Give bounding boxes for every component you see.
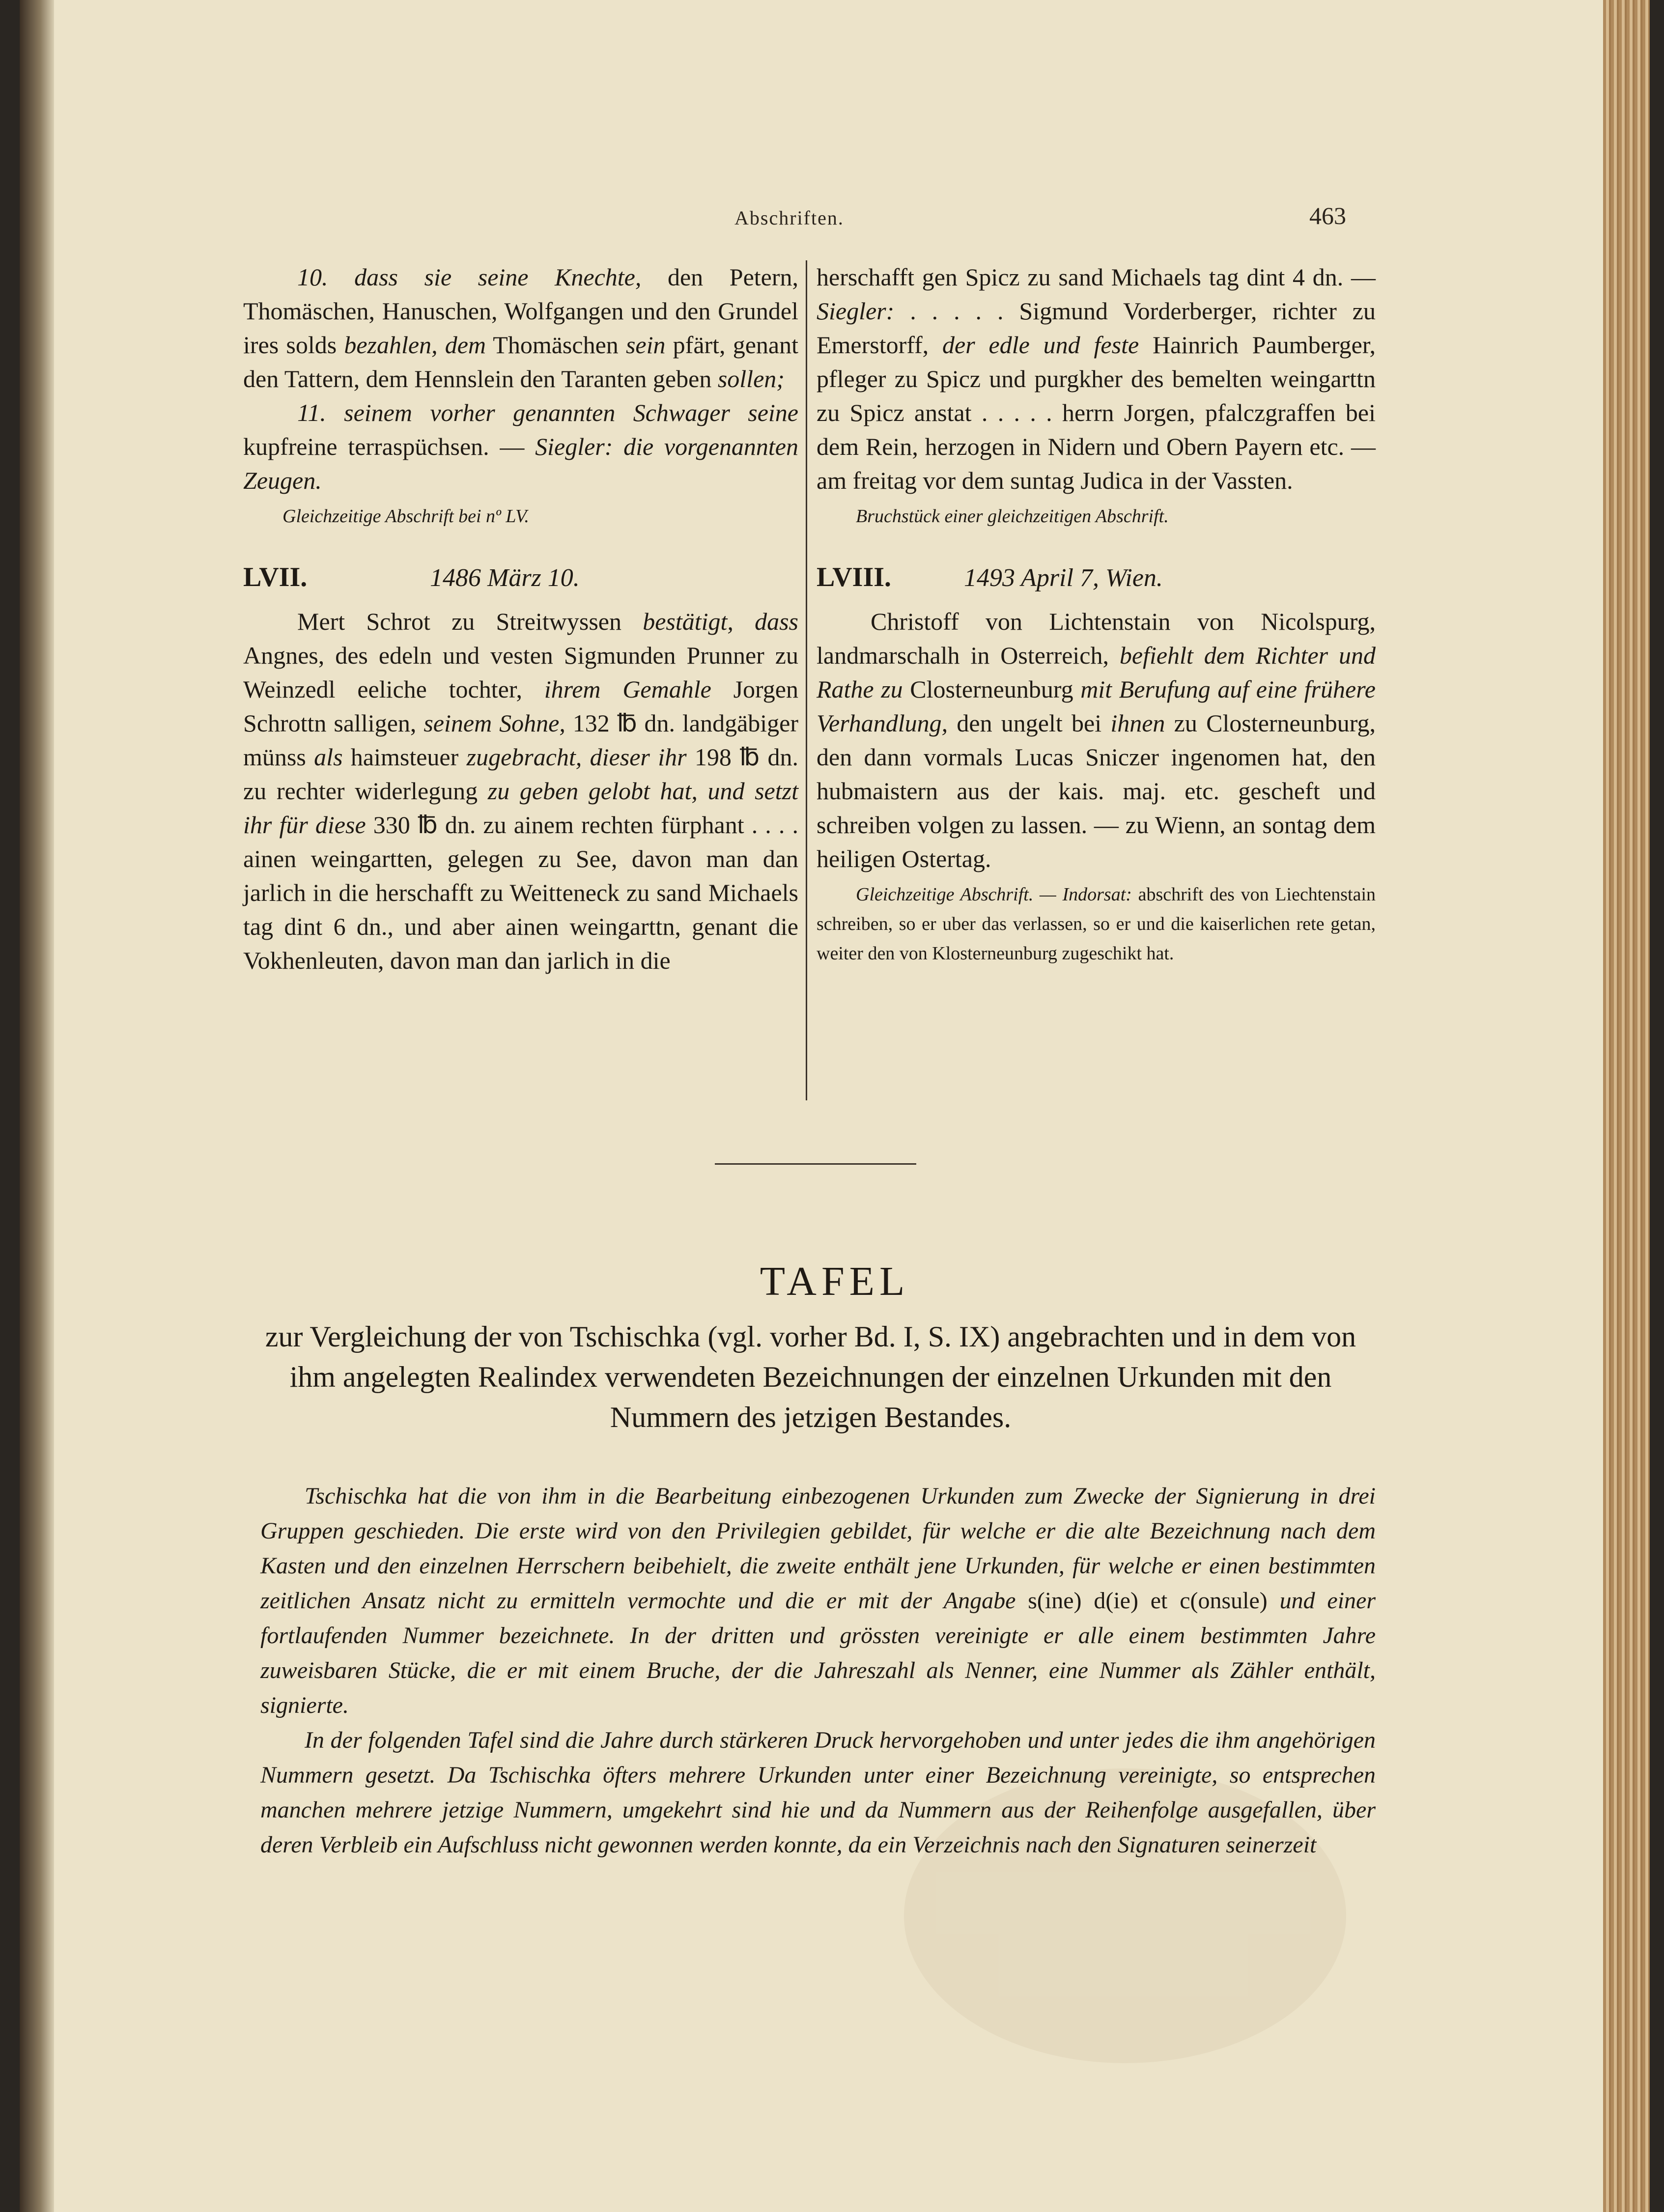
book-binding-shadow [20, 0, 54, 2212]
document-date: 1486 März 10. [430, 564, 580, 592]
section-subtitle: zur Vergleichung der von Tschischka (vgl. vorher Bd. I, S. IX) angebrachten und in dem von ihm angelegten Realindex verwendeten Bezeichnungen der einzelnen Urkunden mit den Nummern des jetzigen Bestandes. [265, 1320, 1356, 1433]
item-10: 10. dass sie seine Knechte, den Petern, Thomäschen, Hanuschen, Wolfgangen und den Grundel ires solds bezahlen, dem Thomäschen sein pfärt, genant den Tattern, dem Hennslein den Taranten geben sollen; [243, 263, 798, 392]
document-heading-lvii [243, 560, 798, 595]
document-number: LVIII. [817, 562, 892, 592]
document-number: LVII. [243, 562, 308, 592]
source-note: Gleichzeitige Abschrift bei nº LV. [282, 506, 529, 527]
left-column [243, 260, 798, 978]
section-separator [715, 1163, 916, 1165]
document-text-lvi-end: herschafft gen Spicz zu sand Michaels tag dint 4 dn. — Siegler: . . . . . Sigmund Vorderberger, richter zu Emerstorff, der edle und feste Hainrich Paumberger, pfleger zu Spicz und purgkher des bemelten weingarttn zu Spicz anstat . . . . . herrn Jorgen, pfalczgraffen bei dem Rein, herzogen in Nidern und Obern Payern etc. — am freitag vor dem suntag Judica in der Vassten. [817, 263, 1376, 494]
item-11: 11. seinem vorher genannten Schwager seine kupfreine terraspüchsen. — Siegler: die vorgenannten Zeugen. [243, 399, 798, 494]
column-divider [806, 260, 807, 1100]
right-column [817, 260, 1376, 968]
running-head [20, 201, 1650, 236]
document-date: 1493 April 7, Wien. [964, 564, 1163, 592]
running-head-title: Abschriften. [734, 207, 844, 229]
intro-paragraph-2: In der folgenden Tafel sind die Jahre durch stärkeren Druck hervorgehoben und unter jedes die ihm angehörigen Nummern gesetzt. Da Tschischka öfters mehrere Urkunden unter einer Bezeichnung vereinigte, so entsprechen manchen mehrere jetzige Nummern, umgekehrt sind hie und da Nummern aus der Reihenfolge ausgefallen, über deren Verbleib ein Aufschluss nicht gewonnen werden konnte, da ein Verzeichnis nach den Signaturen seinerzeit [260, 1727, 1376, 1858]
page-edges [1603, 0, 1650, 2212]
document-heading-lviii [817, 560, 1376, 595]
document-text-lviii: Christoff von Lichtenstain von Nicolspurg, landmarschalh in Osterreich, befiehlt dem Richter und Rathe zu Closterneunburg mit Berufung auf eine frühere Verhandlung, den ungelt bei ihnen zu Closterneunburg, den dann vormals Lucas Sniczer ingenomen hat, den hubmaistern aus der kais. maj. etc. gescheft und schreiben volgen zu lassen. — zu Wienn, an sontag dem heiligen Ostertag. [817, 608, 1376, 872]
intro-paragraph-1: Tschischka hat die von ihm in die Bearbeitung einbezogenen Urkunden zum Zwecke der Signierung in drei Gruppen geschieden. Die erste wird von den Privilegien gebildet, für welche er die alte Bezeichnung nach dem Kasten und den einzelnen Herrschern beibehielt, die zweite enthält jene Urkunden, für welche er einen bestimmten zeitlichen Ansatz nicht zu ermitteln vermochte und die er mit der Angabe s(ine) d(ie) et c(onsule) und einer fortlaufenden Nummer bezeichnete. In der dritten und grössten vereinigte er alle einem bestimmten Jahre zuweisbaren Stücke, die er mit einem Bruche, der die Jahreszahl als Nenner, eine Nummer als Zähler enthält, signierte. [260, 1483, 1376, 1718]
section-title: TAFEL [760, 1259, 910, 1304]
source-note-indorsat: Gleichzeitige Abschrift. — Indorsat: abschrift des von Liechtenstain schreiben, so er uber das verlassen, so er und die kaiserlichen rete getan, weiter den von Klosterneunburg zugeschikt hat. [817, 884, 1376, 964]
page-number: 463 [1309, 202, 1346, 229]
source-note: Bruchstück einer gleichzeitigen Abschrift. [856, 506, 1169, 527]
section-intro [260, 1479, 1376, 1862]
book-page [20, 0, 1650, 2212]
document-text-lvii: Mert Schrot zu Streitwyssen bestätigt, dass Angnes, des edeln und vesten Sigmunden Prunner zu Weinzedl eeliche tochter, ihrem Gemahle Jorgen Schrottn salligen, seinem Sohne, 132 ℔ dn. landgäbiger münss als haimsteuer zugebracht, dieser ihr 198 ℔ dn. zu rechter widerlegung zu geben gelobt hat, und setzt ihr für diese 330 ℔ dn. zu ainem rechten fürphant . . . . ainen weingartten, gelegen zu See, davon man dan jarlich in die herschafft zu Weitteneck zu sand Michaels tag dint 6 dn., und aber ainen weingarttn, genant die Vokhenleuten, davon man dan jarlich in die [243, 608, 799, 974]
